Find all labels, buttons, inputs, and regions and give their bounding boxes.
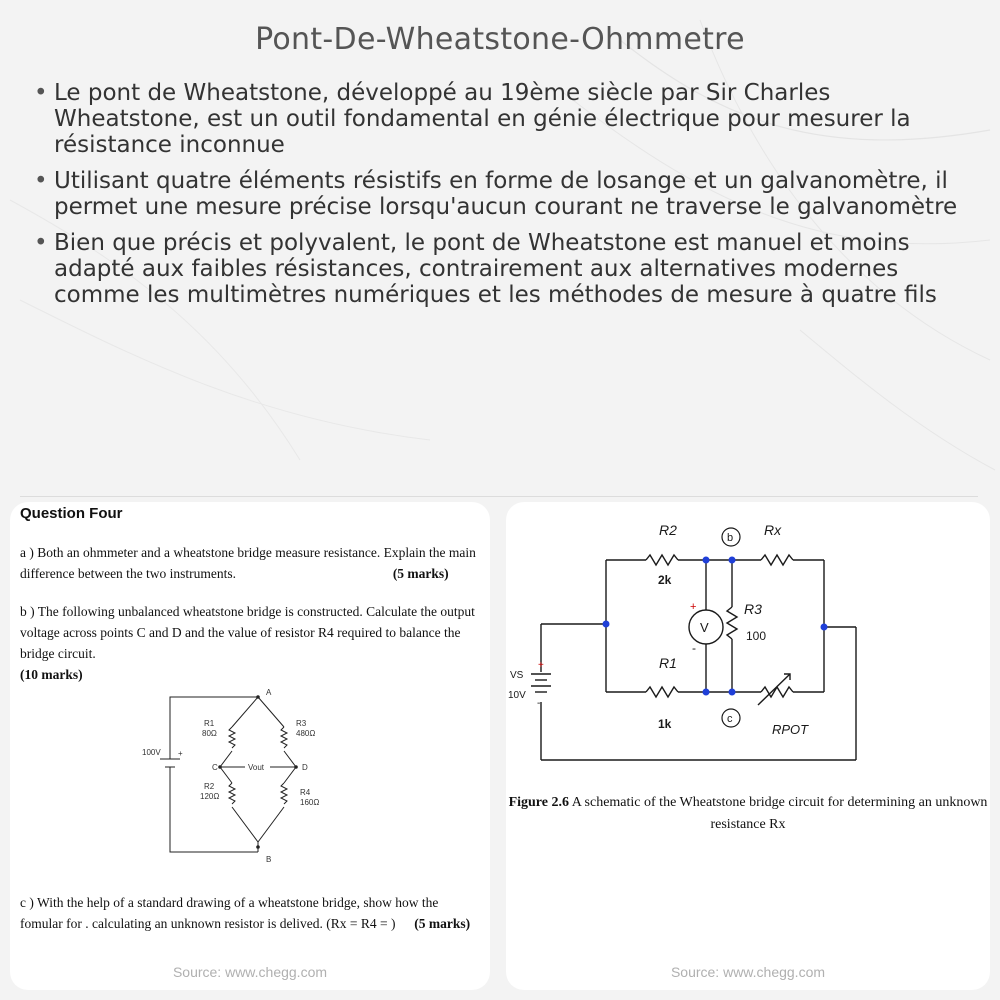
vs-label: VS — [510, 670, 524, 681]
part-a-text: a ) Both an ohmmeter and a wheatstone bridge measure resistance. Explain the main difference between the two instruments. — [20, 545, 476, 581]
divider — [20, 496, 978, 497]
r1-value: 80Ω — [202, 729, 217, 738]
node-c-label: C — [212, 763, 218, 772]
part-b-marks: (10 marks) — [20, 667, 83, 682]
r4-value: 160Ω — [300, 798, 320, 807]
r1-value: 1k — [658, 717, 672, 731]
bullet-item: • Le pont de Wheatstone, développé au 19ème siècle par Sir Charles Wheatstone, est un outil fondamental en génie électrique pour mesurer la résistance inconnue — [28, 80, 978, 158]
r4-name: R4 — [300, 788, 311, 797]
figure-text: A schematic of the Wheatstone bridge circuit for determining an unknown resistance Rx — [571, 795, 988, 832]
part-a-marks: (5 marks) — [392, 566, 449, 581]
r1-name: R1 — [204, 719, 215, 728]
figure-number: Figure 2.6 — [508, 795, 569, 810]
r2-value: 120Ω — [200, 792, 220, 801]
vs-value: 10V — [508, 690, 526, 701]
figure-caption — [506, 792, 990, 836]
question-card — [10, 502, 490, 990]
r1-label: R1 — [659, 655, 677, 671]
question-part-a — [20, 542, 480, 584]
r2-name: R2 — [204, 782, 215, 791]
r3-label: R3 — [744, 601, 762, 617]
source-credit: Source: www.chegg.com — [172, 964, 328, 980]
node-b-label: B — [266, 855, 272, 864]
part-c-text: c ) With the help of a standard drawing of a wheatstone bridge, show how the fomular for . calculating an unknown resistor is delived. (Rx = R4 = ) — [20, 895, 439, 931]
node-c-label: c — [727, 713, 733, 725]
part-c-marks: (5 marks) — [414, 916, 471, 931]
meter-plus: + — [690, 601, 697, 613]
node-a-label: A — [266, 688, 272, 697]
node-d-label: D — [302, 763, 308, 772]
rpot-label: RPOT — [772, 722, 809, 737]
battery-minus: - — [537, 698, 541, 709]
source-voltage: 100V — [142, 748, 161, 757]
question-heading: Question Four — [20, 505, 123, 522]
r2-label: R2 — [659, 522, 677, 538]
r2-value: 2k — [658, 573, 672, 587]
bullet-item: • Bien que précis et polyvalent, le pont de Wheatstone est manuel et moins adapté aux faibles résistances, contrairement aux alternatives modernes comme les multimètres numériques et les méthodes de mesure à quatre fils — [28, 230, 978, 308]
bullet-list — [28, 80, 978, 318]
schematic-card — [506, 502, 990, 990]
vout-label: Vout — [248, 763, 265, 772]
battery-plus: + — [538, 660, 544, 671]
rx-label: Rx — [764, 522, 782, 538]
page-title: Pont-De-Wheatstone-Ohmmetre — [255, 22, 745, 57]
source-plus: + — [178, 749, 183, 758]
bullet-item: • Utilisant quatre éléments résistifs en forme de losange et un galvanomètre, il permet une mesure précise lorsqu'aucun courant ne traverse le galvanomètre — [28, 168, 978, 220]
source-credit: Source: www.chegg.com — [670, 964, 826, 980]
r3-value: 100 — [746, 629, 767, 643]
wheatstone-schematic — [506, 502, 990, 792]
meter-minus: - — [692, 641, 696, 655]
part-b-text: b ) The following unbalanced wheatstone bridge is constructed. Calculate the output voltage across points C and D and the value of resistor R4 required to balance the bridge circuit. — [20, 604, 475, 661]
r3-name: R3 — [296, 719, 307, 728]
r3-value: 480Ω — [296, 729, 316, 738]
bridge-circuit-diagram — [140, 687, 360, 867]
voltmeter-label: V — [700, 620, 709, 635]
question-part-b — [20, 601, 480, 685]
node-b-label: b — [727, 532, 734, 544]
question-part-c — [20, 892, 480, 934]
